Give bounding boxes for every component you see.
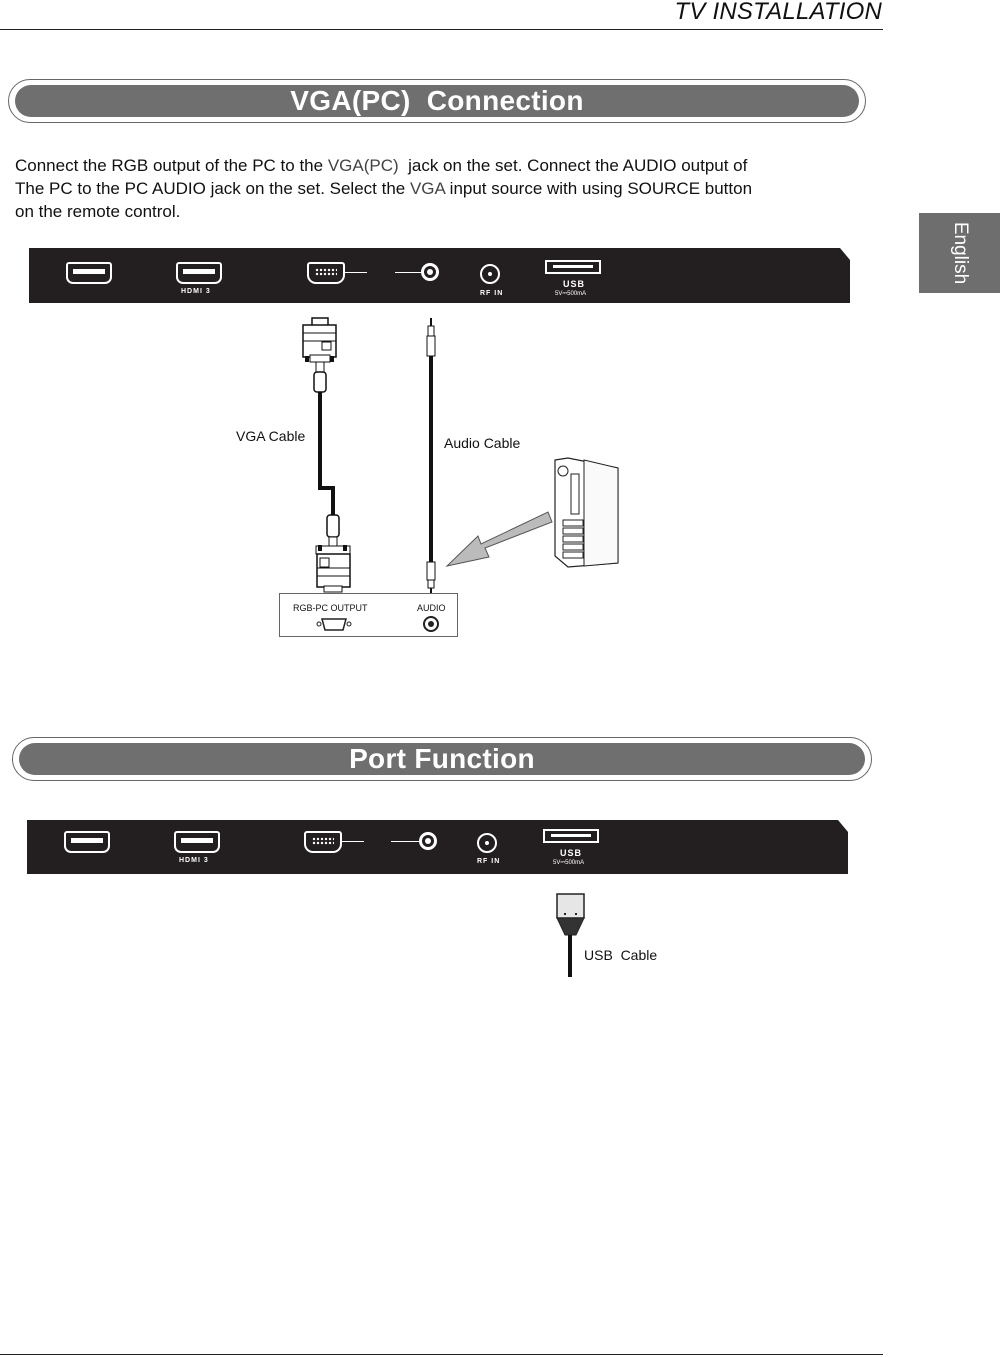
- audio-cable-label: Audio Cable: [444, 435, 521, 451]
- pc-vga-port-icon: [317, 619, 351, 630]
- rf-in-label: RF IN: [477, 858, 501, 865]
- audio-port-icon: [419, 832, 437, 850]
- paragraph-line-2: The PC to the PC AUDIO jack on the set. Select the VGA input source with using SOURCE button: [15, 179, 753, 198]
- hdmi3-label: HDMI 3: [181, 288, 211, 295]
- usb-port-icon: [543, 829, 599, 843]
- rf-in-port-icon: [477, 833, 497, 853]
- hdmi3-port-icon: [174, 831, 220, 853]
- usb-rating-label: 5V⎓500mA: [555, 291, 587, 297]
- usb-rating-label: 5V⎓500mA: [553, 860, 585, 866]
- vga-plug-top-icon: [303, 318, 336, 392]
- audio-plug-bottom-icon: [427, 562, 435, 595]
- hdmi-port-icon: [64, 831, 110, 853]
- usb-label: USB: [563, 279, 586, 289]
- pc-rgb-output-label: RGB-PC OUTPUT: [293, 603, 368, 613]
- tv-back-panel-bottom: [27, 820, 848, 874]
- usb-cable-label: USB Cable: [584, 947, 658, 963]
- vga-section-title: VGA(PC) Connection: [290, 85, 584, 116]
- vga-plug-bottom-icon: [316, 515, 350, 592]
- language-tab-label: English: [949, 221, 971, 285]
- rf-in-label: RF IN: [480, 290, 504, 297]
- pc-tower-icon: [555, 458, 618, 567]
- pc-audio-port-icon: [424, 617, 438, 631]
- direction-arrow-icon: [447, 512, 552, 566]
- pc-audio-label: AUDIO: [417, 603, 446, 613]
- pc-output-panel: [279, 593, 458, 637]
- audio-plug-top-icon: [427, 318, 435, 356]
- paragraph-line-3: on the remote control.: [15, 202, 181, 221]
- vga-port-icon: [304, 831, 342, 853]
- paragraph-line-1: Connect the RGB output of the PC to the VGA(PC) jack on the set. Connect the AUDIO output of: [15, 156, 748, 175]
- hdmi3-label: HDMI 3: [179, 857, 209, 864]
- port-section-banner: [12, 737, 872, 781]
- vga-cable-label: VGA Cable: [236, 428, 306, 444]
- port-section-title: Port Function: [349, 743, 535, 774]
- usb-label: USB: [560, 848, 583, 858]
- page-header-title: TV INSTALLATION: [674, 0, 882, 25]
